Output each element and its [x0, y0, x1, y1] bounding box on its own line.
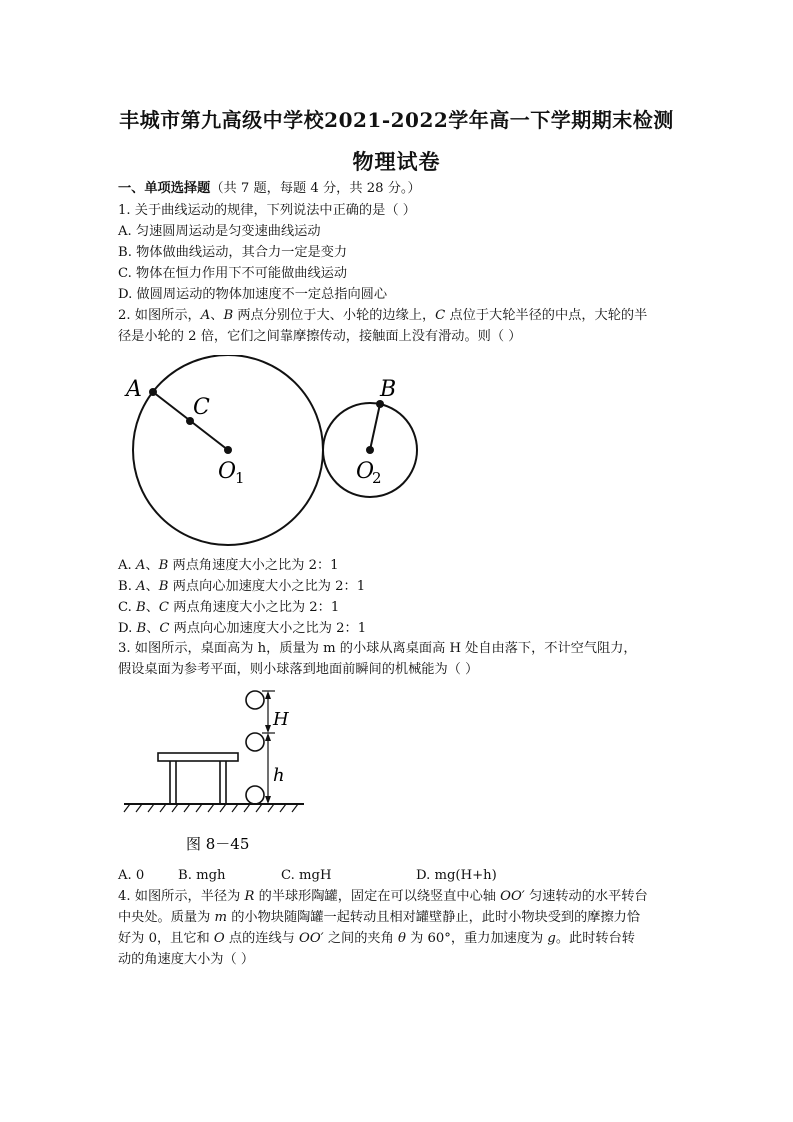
q3-option-a: A. 0 — [118, 868, 145, 883]
q4-text: 点的连线与 — [224, 931, 300, 946]
q4-text: 的半球形陶罐，固定在可以绕竖直中心轴 — [254, 889, 501, 904]
paper-subtitle: 物理试卷 — [352, 149, 441, 174]
q4-stem-line4: 动的角速度大小为（ ） — [118, 952, 255, 967]
q4-var-theta: θ — [398, 931, 406, 946]
q4-text: 匀速转动的水平转台 — [524, 889, 648, 904]
q2-option-b — [118, 579, 365, 595]
ball-table-level — [246, 733, 264, 751]
option-letter: B. — [118, 579, 137, 594]
label-upper-h: H — [273, 709, 289, 730]
q4-stem-line3 — [118, 931, 635, 947]
q1-option-d: D. 做圆周运动的物体加速度不一定总指向圆心 — [118, 287, 388, 302]
q2-point-c: C — [435, 308, 446, 323]
ball-top — [246, 691, 264, 709]
q4-text: 中央处。质量为 — [118, 910, 215, 925]
option-sep: 、 — [145, 600, 159, 615]
q4-var-o: O — [213, 931, 225, 946]
q4-text: 的小物块随陶罐一起转动且相对罐壁静止，此时小物块受到的摩擦力恰 — [227, 910, 641, 925]
q3-stem-line2: 假设桌面为参考平面，则小球落到地面前瞬间的机械能为（ ） — [118, 662, 479, 677]
option-text: 两点角速度大小之比为 2：1 — [169, 600, 340, 615]
q2-text: 点位于大轮半径的中点，大轮的半 — [445, 308, 648, 323]
q2-text: 两点分别位于大、小轮的边缘上， — [233, 308, 436, 323]
arrowhead — [265, 733, 271, 741]
arrowhead — [265, 691, 271, 699]
q2-option-c — [118, 600, 339, 616]
q3-option-d: D. mg(H+h) — [416, 868, 497, 883]
point-o1-dot — [224, 446, 232, 454]
option-sep: 、 — [145, 579, 159, 594]
option-point: B — [136, 600, 146, 615]
option-letter: C. — [118, 600, 137, 615]
q4-var-r: R — [244, 889, 255, 904]
q4-var-axis: OO′ — [299, 931, 324, 946]
option-letter: A. — [118, 558, 136, 573]
label-o1: O — [218, 459, 237, 484]
q4-var-g: g — [547, 931, 556, 946]
q4-stem-line1 — [118, 889, 648, 905]
q4-text: 为 60°，重力加速度为 — [405, 931, 548, 946]
option-point: B — [158, 558, 169, 573]
section-title: 一、单项选择题 — [118, 181, 211, 196]
q3-option-c: C. mgH — [281, 868, 332, 883]
q1-option-c: C. 物体在恒力作用下不可能做曲线运动 — [118, 266, 348, 281]
radius-o2-b — [370, 404, 380, 450]
label-o2: O — [356, 459, 375, 484]
label-a: A — [126, 377, 142, 402]
label-o1-sub: 1 — [235, 469, 245, 487]
q3-option-b: B. mgh — [178, 868, 226, 883]
q4-text: 好为 0，且它和 — [118, 931, 214, 946]
figure-caption: 图 8－45 — [186, 835, 250, 853]
label-c: C — [193, 395, 210, 420]
option-point: B — [136, 621, 147, 636]
q1-option-b: B. 物体做曲线运动，其合力一定是变力 — [118, 245, 348, 260]
point-o2-dot — [366, 446, 374, 454]
option-point: A — [136, 579, 146, 594]
q4-text: 之间的夹角 — [323, 931, 398, 946]
label-b: B — [380, 377, 397, 402]
q2-text: 2. 如图所示， — [118, 308, 201, 323]
q4-var-m: m — [214, 910, 228, 925]
q4-stem-line2 — [118, 910, 640, 926]
option-text: 两点向心加速度大小之比为 2：1 — [168, 579, 366, 594]
q2-text: 、 — [210, 308, 224, 323]
option-text: 两点角速度大小之比为 2：1 — [168, 558, 339, 573]
arrowhead — [265, 725, 271, 733]
ball-ground — [246, 786, 264, 804]
point-a-dot — [149, 388, 157, 396]
q4-text: 4. 如图所示，半径为 — [118, 889, 245, 904]
q2-point-a: A — [200, 308, 211, 323]
option-point: C — [159, 621, 170, 636]
option-point: A — [135, 558, 146, 573]
q3-falling-ball-figure — [0, 680, 793, 860]
ground-hatch — [124, 804, 298, 812]
option-sep: 、 — [145, 558, 159, 573]
option-sep: 、 — [146, 621, 160, 636]
q2-stem-line2: 径是小轮的 2 倍，它们之间靠摩擦传动，接触面上没有滑动。则（ ） — [118, 329, 522, 344]
table-top — [158, 753, 238, 761]
q4-text: 。此时转台转 — [555, 931, 635, 946]
label-lower-h: h — [273, 765, 285, 786]
section-heading — [118, 181, 421, 197]
q1-option-a: A. 匀速圆周运动是匀变速曲线运动 — [118, 224, 321, 239]
option-text: 两点向心加速度大小之比为 2：1 — [169, 621, 367, 636]
q2-option-a — [118, 558, 339, 574]
q2-point-b: B — [223, 308, 234, 323]
option-point: C — [158, 600, 169, 615]
option-point: B — [158, 579, 169, 594]
q3-stem-line1: 3. 如图所示，桌面高为 h，质量为 m 的小球从离桌面高 H 处自由落下，不计空气阻力， — [118, 641, 637, 656]
paper-title: 丰城市第九高级中学校2021-2022学年高一下学期期末检测 — [119, 108, 674, 132]
q2-wheels-figure — [0, 355, 793, 555]
q4-var-axis: OO′ — [500, 889, 525, 904]
q2-option-d — [118, 621, 366, 637]
section-note: （共 7 题，每题 4 分，共 28 分。） — [210, 181, 421, 196]
option-letter: D. — [118, 621, 137, 636]
q2-stem-line1 — [118, 308, 647, 324]
label-o2-sub: 2 — [372, 469, 382, 487]
q1-stem: 1. 关于曲线运动的规律，下列说法中正确的是（ ） — [118, 203, 416, 218]
arrowhead — [265, 796, 271, 804]
